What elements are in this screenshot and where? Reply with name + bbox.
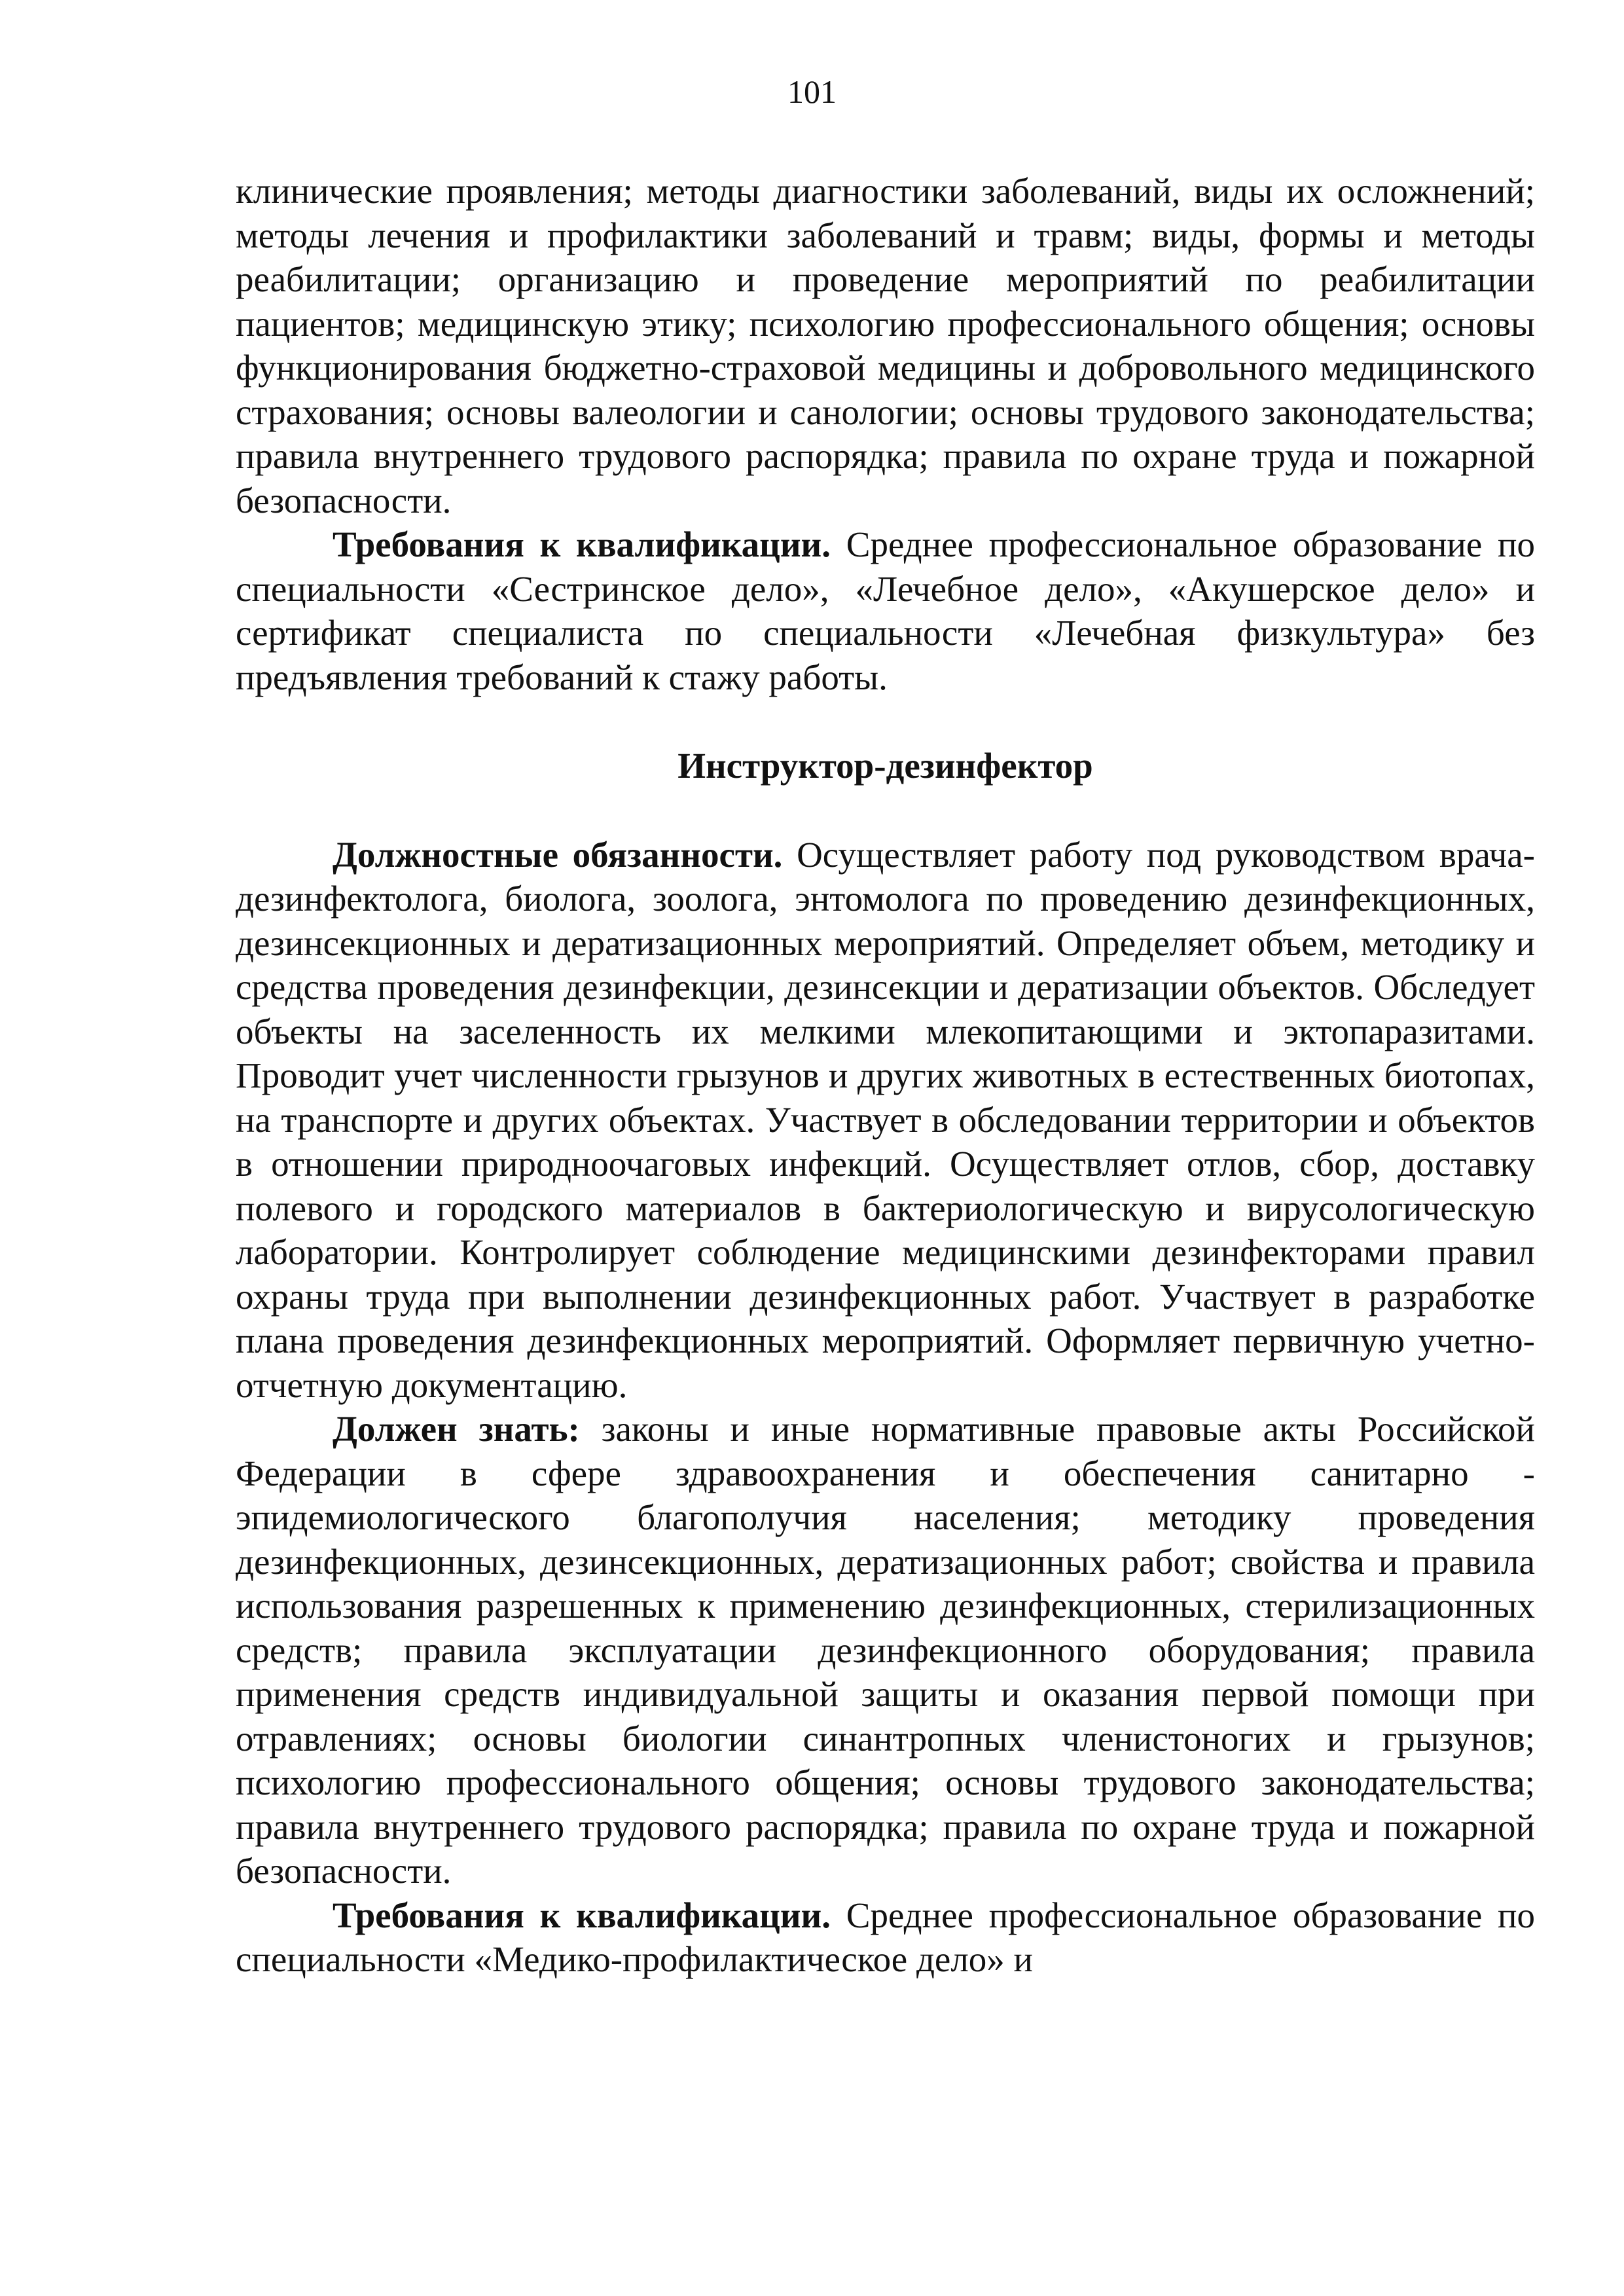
duties-label: Должностные обязанности. <box>333 834 783 875</box>
qualification-label-2: Требования к квалификации. <box>333 1895 831 1935</box>
qualification-text-1: Среднее профессиональное образование по специальности «Сестринское дело», «Лечебное дело», «Акушерское дело» и сертификат специалиста по специальности «Лечебная физкультура» без предъявления требований к стажу работы. <box>236 524 1535 697</box>
section-title: Инструктор-дезинфектор <box>677 746 1093 786</box>
duties-text: Осуществляет работу под руководством врача-дезинфектолога, биолога, зоолога, энтомолога по проведению дезинфекционных, дезинсекционных и дератизационных мероприятий. Определяет объем, методику и средства проведения дезинфекции, дезинсекции и дератизации объектов. Обследует объекты на заселенность их мелкими млекопитающими и эктопаразитами. Проводит учет численности грызунов и других животных в естественных биотопах, на транспорте и других объектах. Участвует в обследовании территории и объектов в отношении природноочаговых инфекций. Осуществляет отлов, сбор, доставку полевого и городского материалов в бактериологическую и вирусологическую лаборатории. Контролирует соблюдение медицинскими дезинфекторами правил охраны труда при выполнении дезинфекционных работ. Участвует в разработке плана проведения дезинфекционных мероприятий. Оформляет первичную учетно-отчетную документацию. <box>236 834 1535 1405</box>
duties-continued-paragraph: клинические проявления; методы диагностики заболеваний, виды их осложнений; методы лечения и профилактики заболеваний и травм; виды, формы и методы реабилитации; организацию и проведение мероприятий по реабилитации пациентов; медицинскую этику; психологию профессионального общения; основы функционирования бюджетно-страховой медицины и добровольного медицинского страхования; основы валеологии и санологии; основы трудового законодательства; правила внутреннего трудового распорядка; правила по охране труда и пожарной безопасности. <box>236 171 1535 520</box>
qualification-paragraph-1 <box>236 522 1535 699</box>
qualification-paragraph-2 <box>236 1893 1535 1982</box>
qualification-label-1: Требования к квалификации. <box>333 524 831 564</box>
qualification-text-2: Среднее профессиональное образование по специальности «Медико-профилактическое дело» и <box>236 1895 1535 1979</box>
knowledge-label: Должен знать: <box>333 1409 580 1449</box>
page-number: 101 <box>787 73 837 110</box>
duties-paragraph <box>236 833 1535 1408</box>
document-body <box>236 169 1535 1982</box>
knowledge-paragraph <box>236 1407 1535 1893</box>
knowledge-text: законы и иные нормативные правовые акты Российской Федерации в сфере здравоохранения и обеспечения санитарно - эпидемиологического благополучия населения; методику проведения дезинфекционных, дезинсекционных, дератизационных работ; свойства и правила использования разрешенных к применению дезинфекционных, стерилизационных средств; правила эксплуатации дезинфекционного оборудования; правила применения средств индивидуальной защиты и оказания первой помощи при отравлениях; основы биологии синантропных членистоногих и грызунов; психологию профессионального общения; основы трудового законодательства; правила внутреннего трудового распорядка; правила по охране труда и пожарной безопасности. <box>236 1409 1535 1891</box>
